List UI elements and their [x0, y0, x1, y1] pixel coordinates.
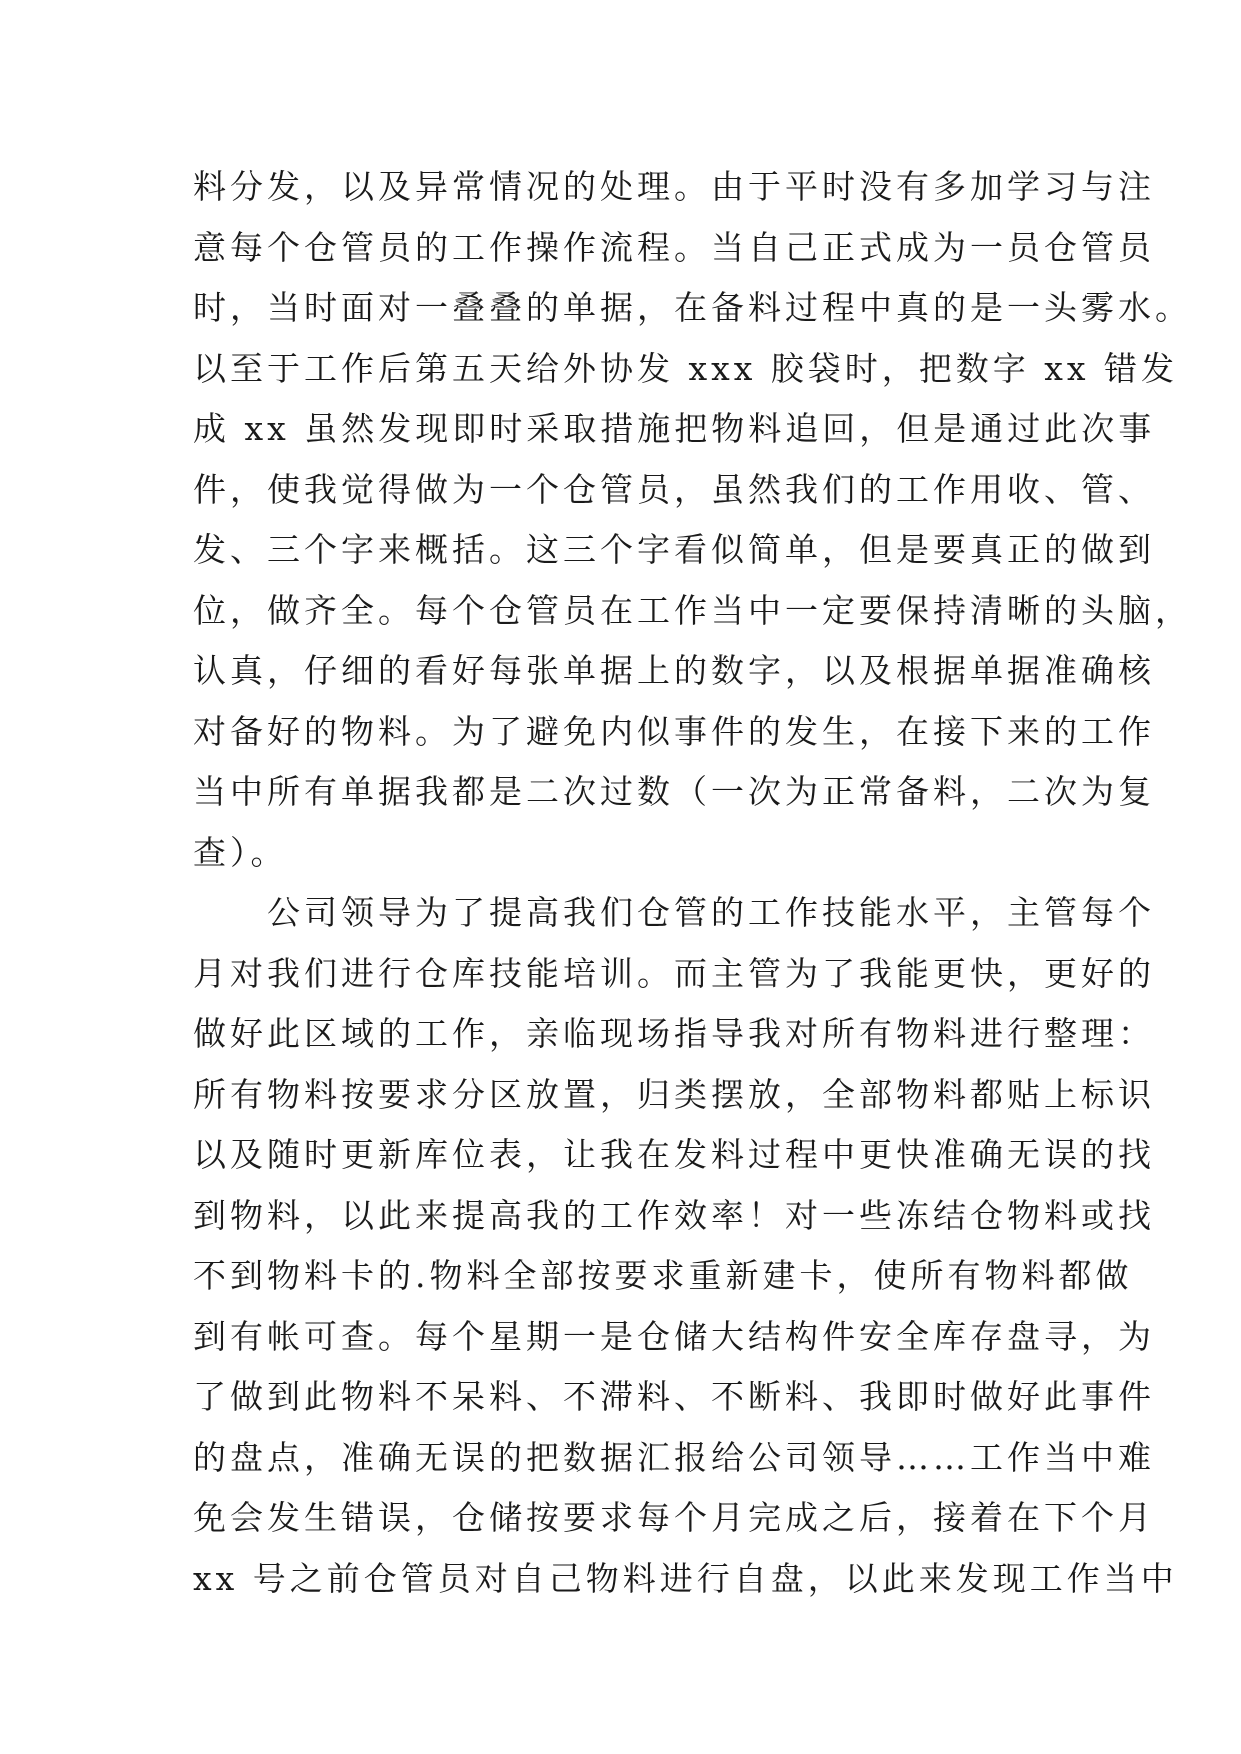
text-line: 到有帐可查。每个星期一是仓储大结构件安全库存盘寻，为	[193, 1316, 1155, 1356]
text-line: 做好此区域的工作，亲临现场指导我对所有物料进行整理：	[193, 1014, 1155, 1053]
text-line: 意每个仓管员的工作操作流程。当自己正式成为一员仓管员	[193, 227, 1155, 267]
text-line: 认真，仔细的看好每张单据上的数字，以及根据单据准确核	[193, 651, 1155, 690]
body-text	[193, 157, 1192, 1609]
text-line: 的盘点，准确无误的把数据汇报给公司领导……工作当中难	[193, 1437, 1155, 1477]
text-line: 位，做齐全。每个仓管员在工作当中一定要保持清晰的头脑，	[193, 590, 1192, 630]
text-line: 月对我们进行仓库技能培训。而主管为了我能更快，更好的	[193, 953, 1155, 993]
text-line: xx 号之前仓管员对自己物料进行自盘，以此来发现工作当中	[193, 1558, 1178, 1598]
text-line: 以至于工作后第五天给外协发 xxx 胶袋时，把数字 xx 错发	[193, 348, 1179, 388]
text-line: 了做到此物料不呆料、不滞料、不断料、我即时做好此事件	[193, 1377, 1155, 1416]
text-line: 查）。	[193, 832, 288, 872]
text-line: 以及随时更新库位表，让我在发料过程中更快准确无误的找	[193, 1135, 1155, 1174]
text-line: 料分发，以及异常情况的处理。由于平时没有多加学习与注	[193, 167, 1155, 206]
text-line: 件，使我觉得做为一个仓管员，虽然我们的工作用收、管、	[193, 469, 1155, 509]
paragraph-start-line: 公司领导为了提高我们仓管的工作技能水平，主管每个	[193, 893, 1155, 932]
text-line: 当中所有单据我都是二次过数（一次为正常备料，二次为复	[193, 772, 1155, 811]
text-line: 成 xx 虽然发现即时采取措施把物料追回，但是通过此次事	[193, 409, 1156, 448]
text-line: 到物料，以此来提高我的工作效率！对一些冻结仓物料或找	[193, 1195, 1155, 1235]
text-line: 对备好的物料。为了避免内似事件的发生，在接下来的工作	[193, 711, 1155, 751]
text-line: 免会发生错误，仓储按要求每个月完成之后，接着在下个月	[193, 1498, 1155, 1537]
text-line: 发、三个字来概括。这三个字看似简单，但是要真正的做到	[193, 530, 1155, 569]
text-line: 所有物料按要求分区放置，归类摆放，全部物料都贴上标识	[193, 1074, 1155, 1114]
text-line: 不到物料卡的.物料全部按要求重新建卡，使所有物料都做	[193, 1256, 1133, 1295]
text-line: 时，当时面对一叠叠的单据，在备料过程中真的是一头雾水。	[193, 288, 1192, 327]
